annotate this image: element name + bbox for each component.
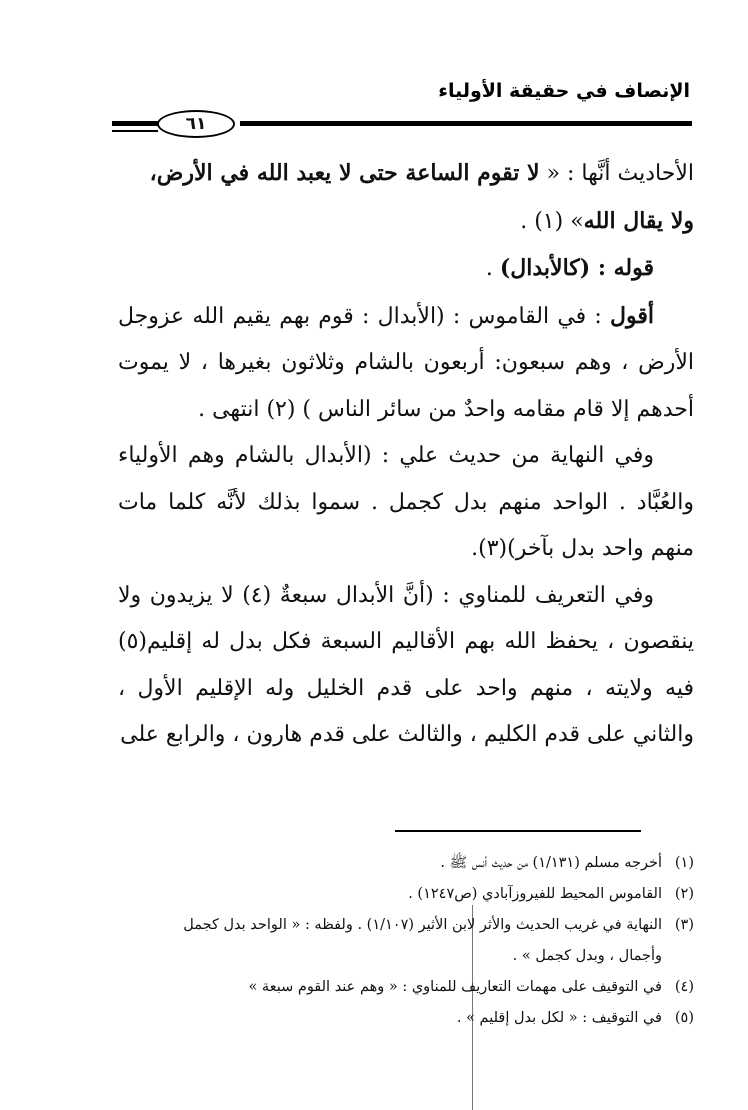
footnote-3 <box>118 910 694 941</box>
footnote-number: (٢) <box>674 886 694 902</box>
footnote-text: في التوقيف على مهمات التعاريف للمناوي : « وهم عند القوم سبعة » <box>248 979 662 995</box>
footnote-number: (٤) <box>674 979 694 995</box>
footnote-number: (١) <box>674 855 694 871</box>
hadith-text-line2: ولا يقال الله <box>583 207 694 234</box>
footnote-text: أخرجه مسلم (١/١٣١) من حديث أنس ﷺ . <box>440 855 662 871</box>
footnote-separator <box>395 830 641 832</box>
paragraph-qawluh <box>118 245 694 293</box>
page-number: ٦١ <box>157 110 235 138</box>
footnote-2 <box>118 879 694 910</box>
paragraph-aqool <box>118 293 694 434</box>
footnote-1 <box>118 848 694 879</box>
footnote-number: (٣) <box>674 917 694 933</box>
footnote-4 <box>118 972 694 1003</box>
qawluh-label: قوله : <box>590 255 654 281</box>
hadith-intro: الأحاديث أنَّها : « <box>539 161 694 186</box>
aqool-text: : في القاموس : (الأبدال : قوم بهم يقيم الله عزوجل الأرض ، وهم سبعون: أربعون بالشام وثلاثون بغيرها ، لا يموت أحدهم إلا قام مقامه واحدٌ من سائر الناس ) (٢) انتهى . <box>118 303 694 422</box>
hadith-text-line1: لا تقوم الساعة حتى لا يعبد الله في الأرض، <box>149 160 540 186</box>
footnote-text: القاموس المحيط للفيروزآبادي (ص١٢٤٧) . <box>408 886 662 902</box>
qawluh-term: (كالأبدال) <box>499 255 591 281</box>
footnote-text: في التوقيف : « لكل بدل إقليم » . <box>456 1010 662 1026</box>
footnote-number: (٥) <box>674 1010 694 1026</box>
footnote-5 <box>118 1003 694 1034</box>
qawluh-end: . <box>485 256 500 281</box>
main-text <box>118 150 694 759</box>
footnotes <box>118 848 694 1034</box>
hadith-close: » (١) . <box>520 208 584 234</box>
running-header-title: الإنصاف في حقيقة الأولياء <box>438 80 690 102</box>
footnote-3-continued: وأجمال ، وبدل كجمل » . <box>512 948 662 964</box>
paragraph-hadith <box>118 150 694 245</box>
paragraph-nihaya: وفي النهاية من حديث علي : (الأبدال بالشام وهم الأولياء والعُبَّاد . الواحد منهم بدل كجمل . سموا بذلك لأنَّه كلما مات منهم واحد بدل بآخر)(٣). <box>118 443 694 561</box>
paragraph-tarif: وفي التعريف للمناوي : (أنَّ الأبدال سبعةٌ (٤) لا يزيدون ولا ينقصون ، يحفظ الله بهم الأقاليم السبعة فكل بدل له إقليم(٥) فيه ولايته ، منهم واحد على قدم الخليل وله الإقليم الأول ، والثاني على قدم الكليم ، والثالث على قدم هارون ، والرابع على <box>118 582 694 747</box>
aqool-label: أقول <box>610 302 654 329</box>
header-rule-short-thin <box>112 130 158 132</box>
header-rule-long <box>240 121 692 126</box>
header-rule-short <box>112 121 158 126</box>
footnote-text: النهاية في غريب الحديث والأثر لابن الأثير (١/١٠٧) . ولفظه : « الواحد بدل كجمل <box>183 917 662 933</box>
